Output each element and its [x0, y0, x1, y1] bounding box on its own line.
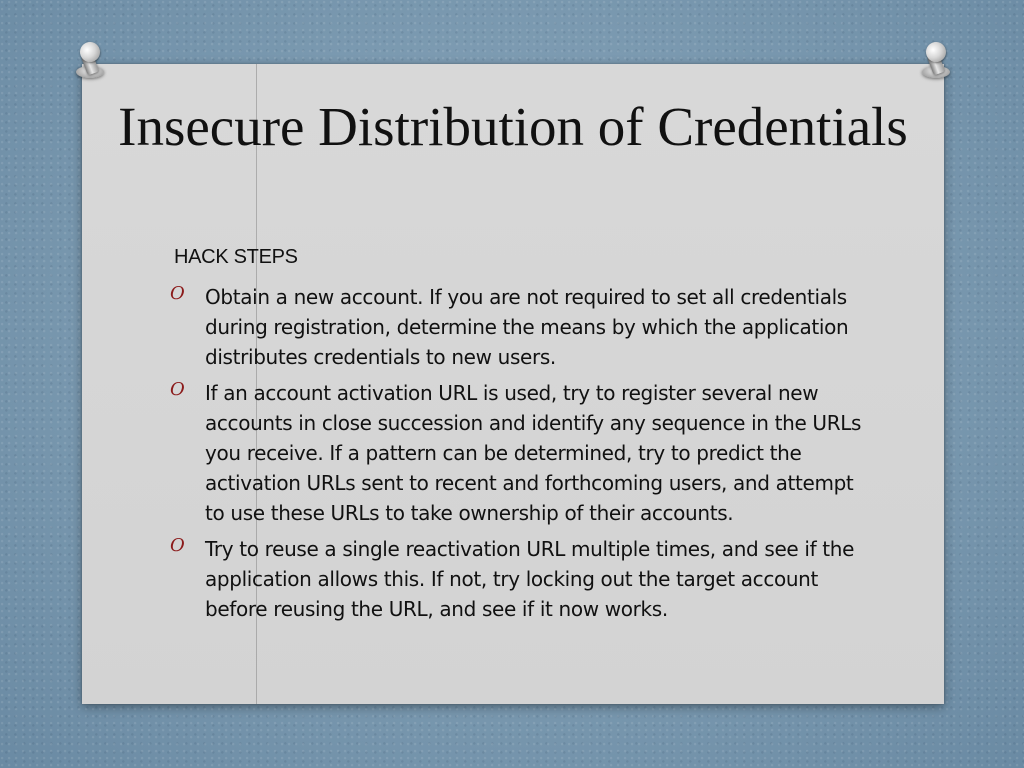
slide-title: Insecure Distribution of Credentials [118, 96, 908, 157]
bullet-marker-icon: O [170, 283, 185, 304]
bullet-item [165, 534, 865, 624]
bullet-text: Obtain a new account. If you are not required to set all credentials during registration, determine the means by which the application distributes credentials to new users. [205, 285, 849, 369]
bullet-item [165, 282, 865, 372]
bullet-marker-icon: O [170, 535, 185, 556]
bullet-text: Try to reuse a single reactivation URL multiple times, and see if the application allows this. If not, try locking out the target account before reusing the URL, and see if it now works. [205, 537, 855, 621]
bullet-marker-icon: O [170, 379, 185, 400]
pushpin-left-icon [72, 42, 106, 76]
pushpin-right-icon [918, 42, 952, 76]
hack-steps-heading: HACK STEPS [174, 246, 298, 268]
bullet-item [165, 378, 865, 528]
bullet-text: If an account activation URL is used, try to register several new accounts in close succession and identify any sequence in the URLs you receive. If a pattern can be determined, try to predict the activation URLs sent to recent and forthcoming users, and attempt to use these URLs to take ownership of their accounts. [205, 381, 862, 525]
bullet-list [165, 282, 865, 630]
